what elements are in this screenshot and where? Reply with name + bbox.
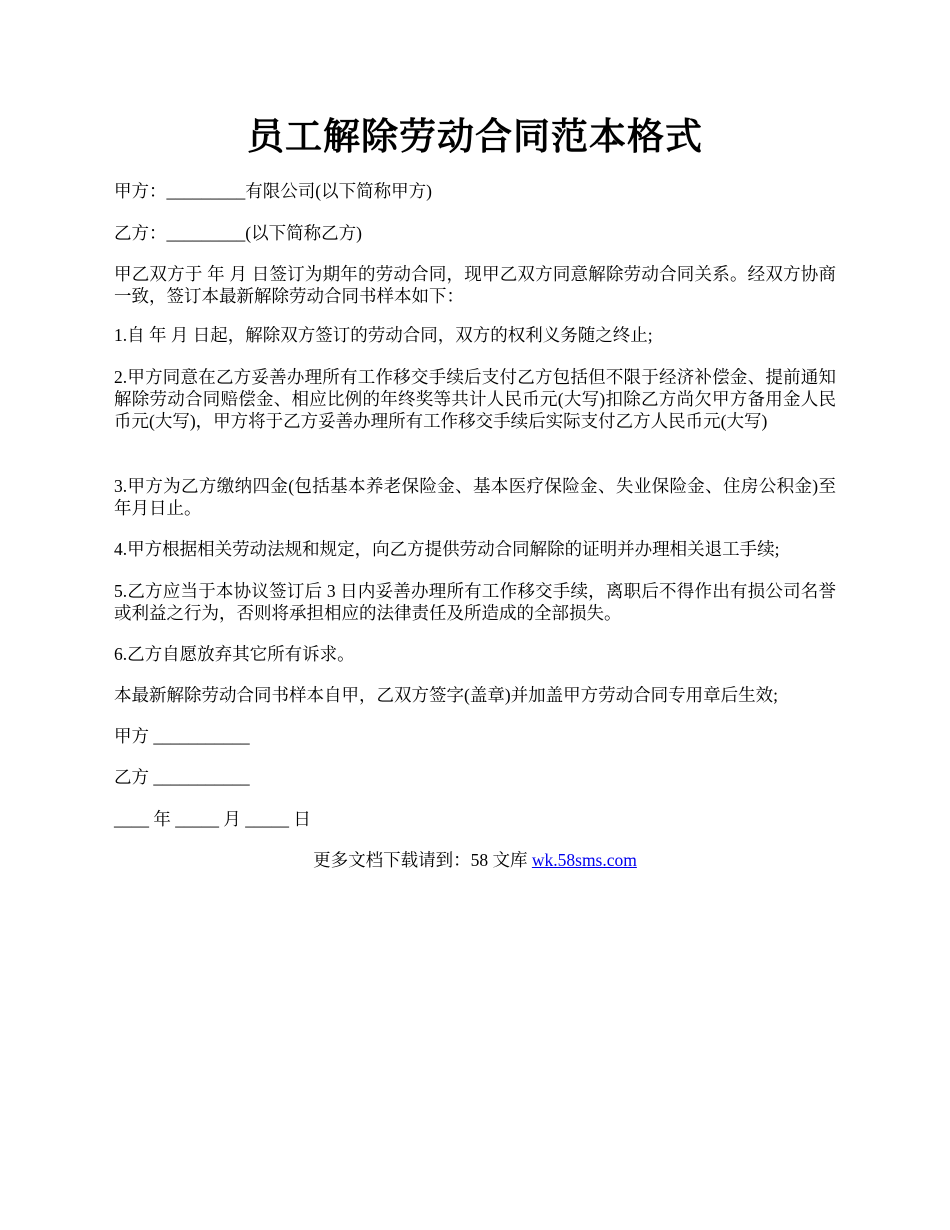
party-b-line: 乙方：_________(以下简称乙方) xyxy=(114,223,362,243)
document-title: 员工解除劳动合同范本格式 xyxy=(247,114,703,158)
clause-5: 5.乙方应当于本协议签订后 3 日内妥善办理所有工作移交手续，离职后不得作出有损公司名誉或利益之行为，否则将承担相应的法律责任及所造成的全部损失。 xyxy=(114,581,836,623)
clause-4: 4.甲方根据相关劳动法规和规定，向乙方提供劳动合同解除的证明并办理相关退工手续; xyxy=(114,539,780,559)
signature-party-b: 乙方 ___________ xyxy=(114,767,250,787)
clause-2: 2.甲方同意在乙方妥善办理所有工作移交手续后支付乙方包括但不限于经济补偿金、提前通知解除劳动合同赔偿金、相应比例的年终奖等共计人民币元(大写)扣除乙方尚欠甲方备用金人民币元(大写)，甲方将于乙方妥善办理所有工作移交手续后实际支付乙方人民币元(大写) xyxy=(114,367,836,431)
effective-clause: 本最新解除劳动合同书样本自甲，乙双方签字(盖章)并加盖甲方劳动合同专用章后生效; xyxy=(114,685,779,705)
date-line: ____ 年 _____ 月 _____ 日 xyxy=(114,809,311,829)
footer-text: 更多文档下载请到：58 文库 xyxy=(313,850,532,870)
clause-1: 1.自 年 月 日起，解除双方签订的劳动合同，双方的权利义务随之终止; xyxy=(114,325,653,345)
clause-3: 3.甲方为乙方缴纳四金(包括基本养老保险金、基本医疗保险金、失业保险金、住房公积金)至年月日止。 xyxy=(114,476,836,518)
footer-link[interactable]: wk.58sms.com xyxy=(531,850,637,870)
party-a-line: 甲方：_________有限公司(以下简称甲方) xyxy=(114,181,432,201)
signature-party-a: 甲方 ___________ xyxy=(114,726,250,746)
clause-6: 6.乙方自愿放弃其它所有诉求。 xyxy=(114,644,355,664)
intro-paragraph: 甲乙双方于 年 月 日签订为期年的劳动合同，现甲乙双方同意解除劳动合同关系。经双方协商一致，签订本最新解除劳动合同书样本如下： xyxy=(114,264,836,306)
footer xyxy=(0,849,950,871)
